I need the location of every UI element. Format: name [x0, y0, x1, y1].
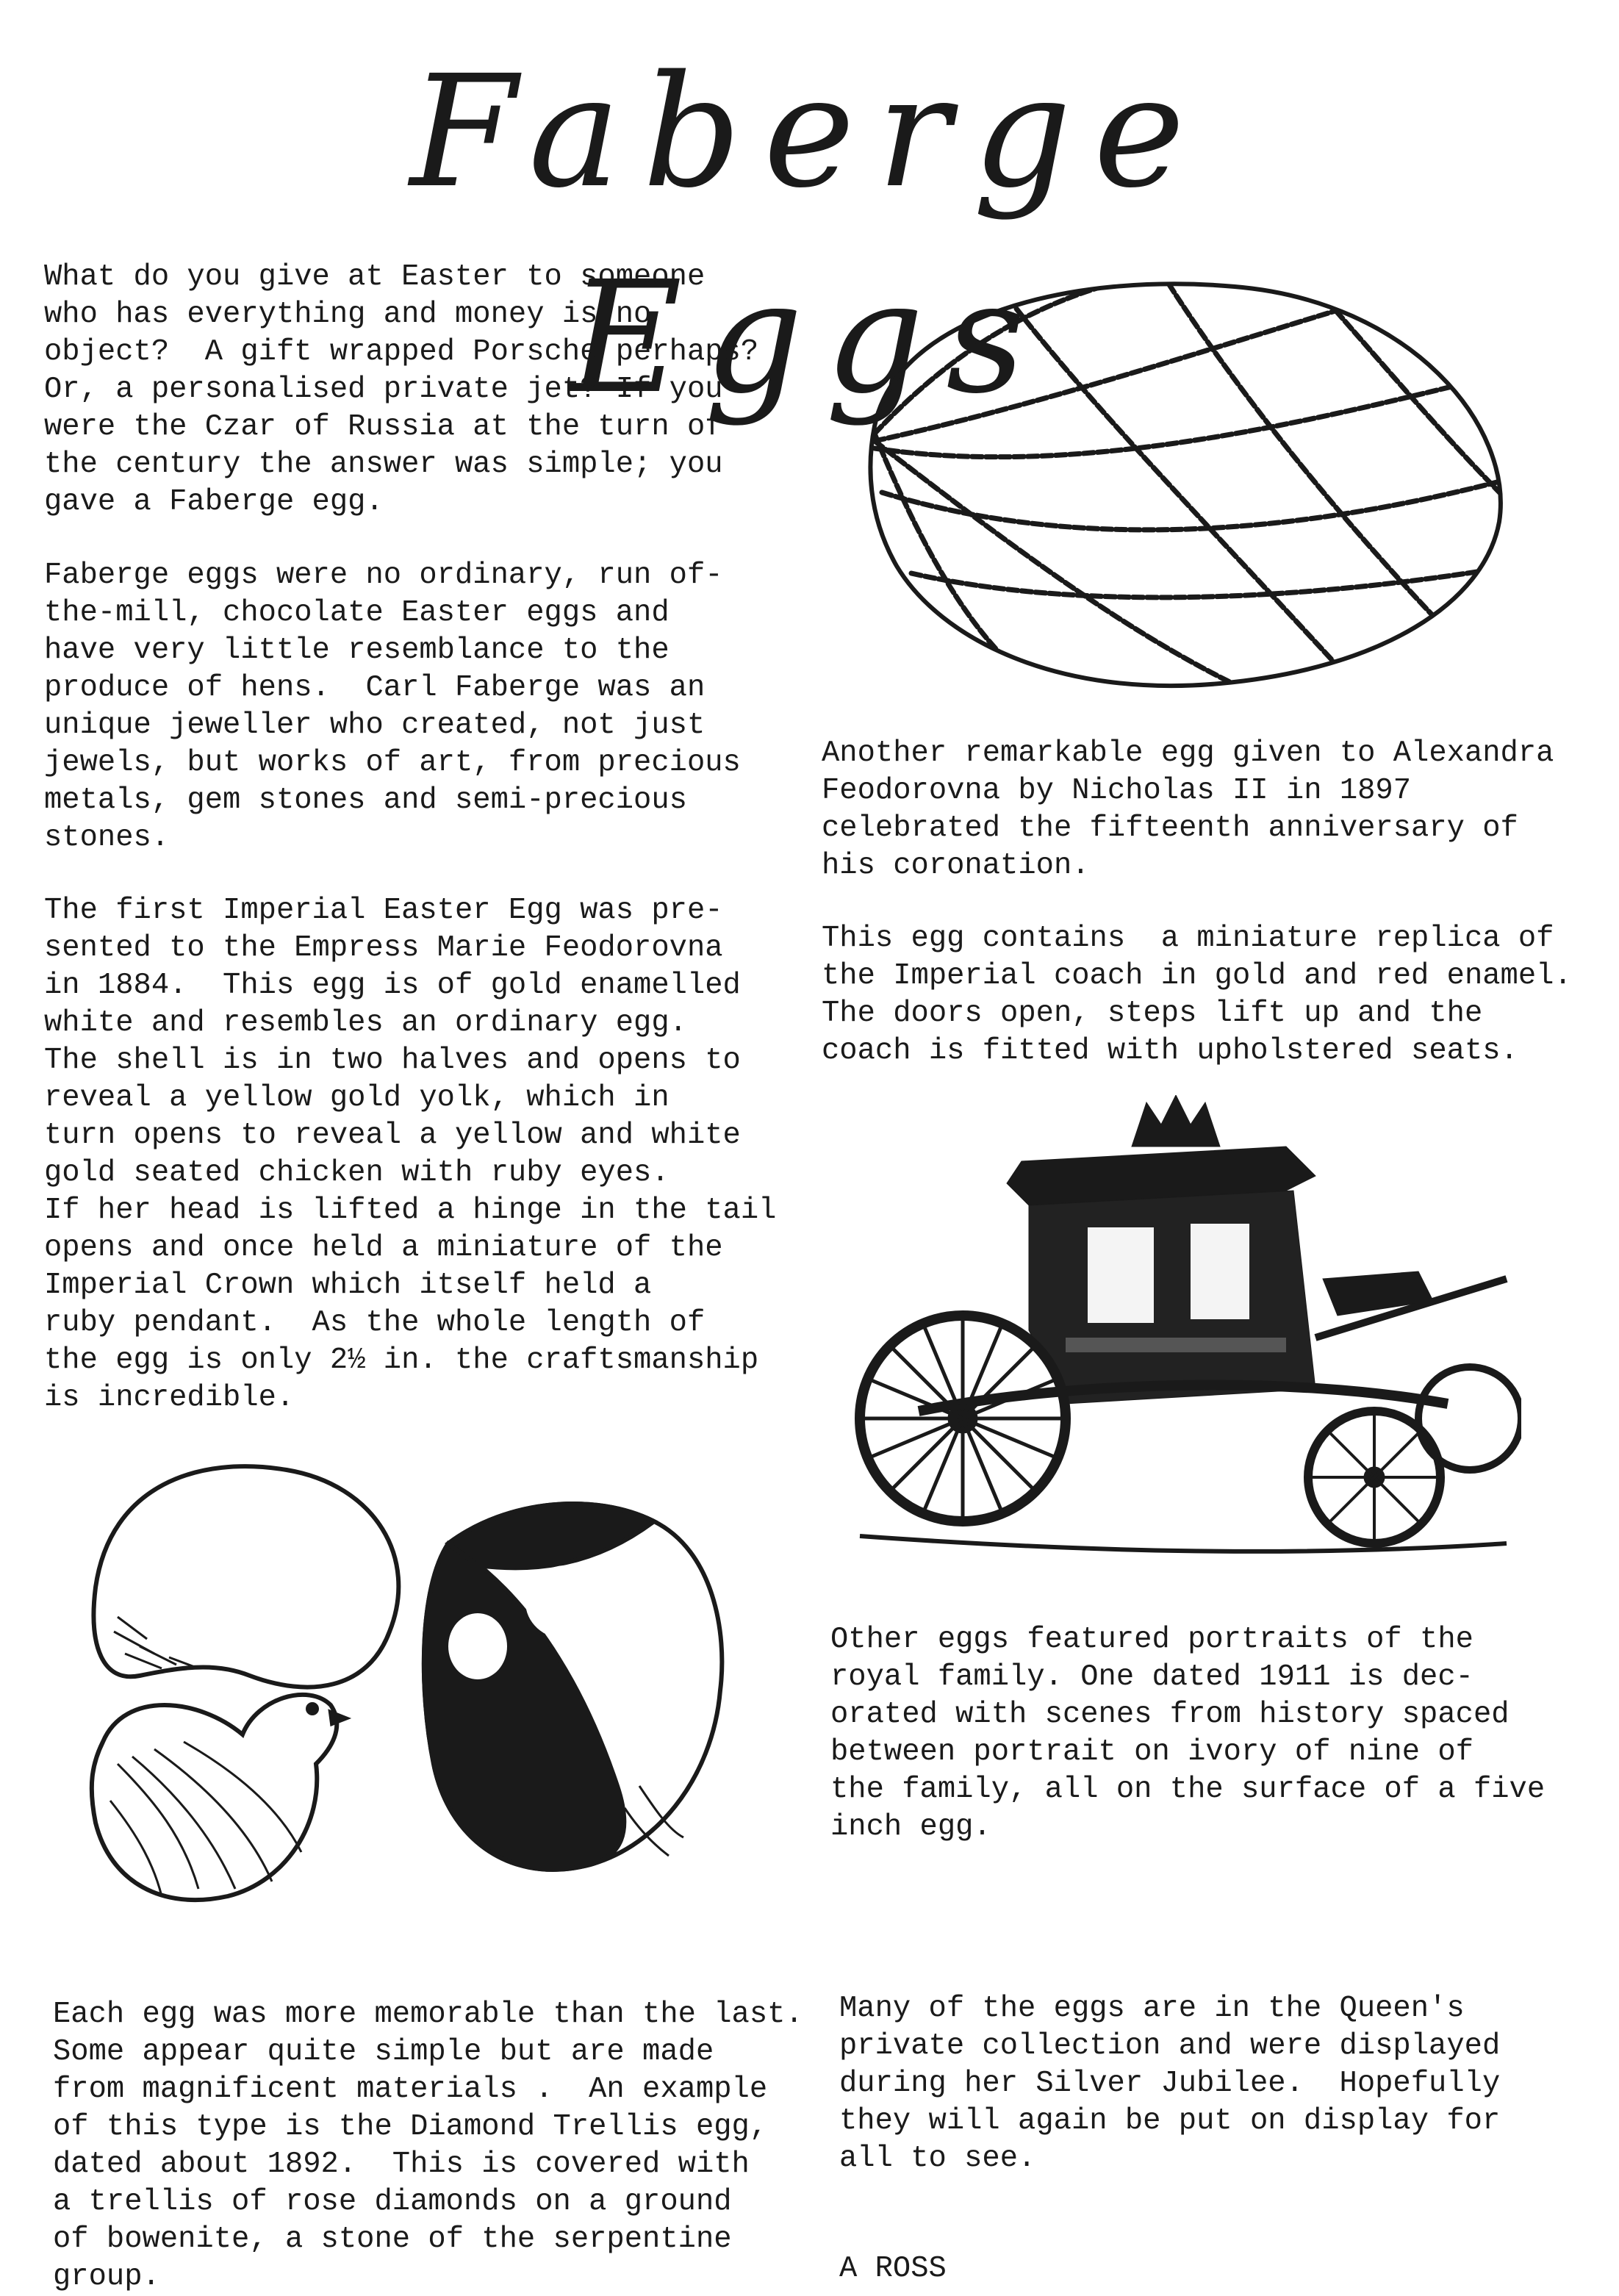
about-eggs-paragraph: Faberge eggs were no ordinary, run of- the-mill, chocolate Easter eggs and have very little resemblance to the produce of hens. Carl Faberge was an unique jeweller who created, not just jewels, but works of art, from precious metals, gem stones and semi-precious stones.	[44, 559, 741, 855]
collection-paragraph: Many of the eggs are in the Queen's private collection and were displayed during her Silver Jubilee. Hopefully they will again be put on display for all to see.	[839, 1992, 1501, 2175]
trellis-egg-illustration	[852, 257, 1514, 698]
coach-body	[1029, 1191, 1315, 1404]
portraits-paragraph: Other eggs featured portraits of the royal family. One dated 1911 is dec- orated with scenes from history spaced between portrait on ivory of nine of the family, all on the surface of a five inch egg.	[830, 1623, 1546, 1844]
first-imperial-egg-paragraph: The first Imperial Easter Egg was pre- sented to the Empress Marie Feodorovna in 1884. This egg is of gold enamelled white and resembles an ordinary egg. The shell is in two halves and opens to reveal a yellow gold yolk, which in turn opens to reveal a yellow and white gold seated chicken with ruby eyes. If her head is lifted a hinge in the tail opens and once held a miniature of the Imperial Crown which itself held a ruby pendant. As the whole length of the egg is only 2½ in. the craftsmanship is incredible.	[44, 894, 777, 1415]
egg-shell-top	[94, 1466, 399, 1687]
coach-paragraph: This egg contains a miniature replica of the Imperial coach in gold and red enamel. The doors open, steps lift up and the coach is fitted with upholstered seats.	[822, 922, 1572, 1068]
intro-paragraph: What do you give at Easter to someone who has everything and money is no object? A gift wrapped Porsche perhaps? Or, a personalised private jet? If you were the Czar of Russia at the turn of the century the answer was simple; you gave a Faberge egg.	[44, 260, 759, 519]
page-title: Faberge Eggs	[409, 42, 1207, 428]
coronation-egg-paragraph: Another remarkable egg given to Alexandra Feodorovna by Nicholas II in 1897 celebrated the fifteenth anniversary of his coronation.	[822, 736, 1554, 883]
imperial-coach-illustration	[845, 1095, 1521, 1565]
memorable-eggs-paragraph: Each egg was more memorable than the last. Some appear quite simple but are made from magnificent materials . An example of this type is the Diamond Trellis egg, dated about 1892. This is covered with a trellis of rose diamonds on a ground of bowenite, a stone of the serpentine group.	[53, 1998, 803, 2294]
first-egg-illustration	[66, 1455, 772, 1955]
egg-outline	[870, 284, 1500, 686]
crown-ornament	[1132, 1095, 1220, 1147]
author-signature: A ROSS	[839, 2252, 947, 2286]
hen-figure	[92, 1695, 337, 1900]
